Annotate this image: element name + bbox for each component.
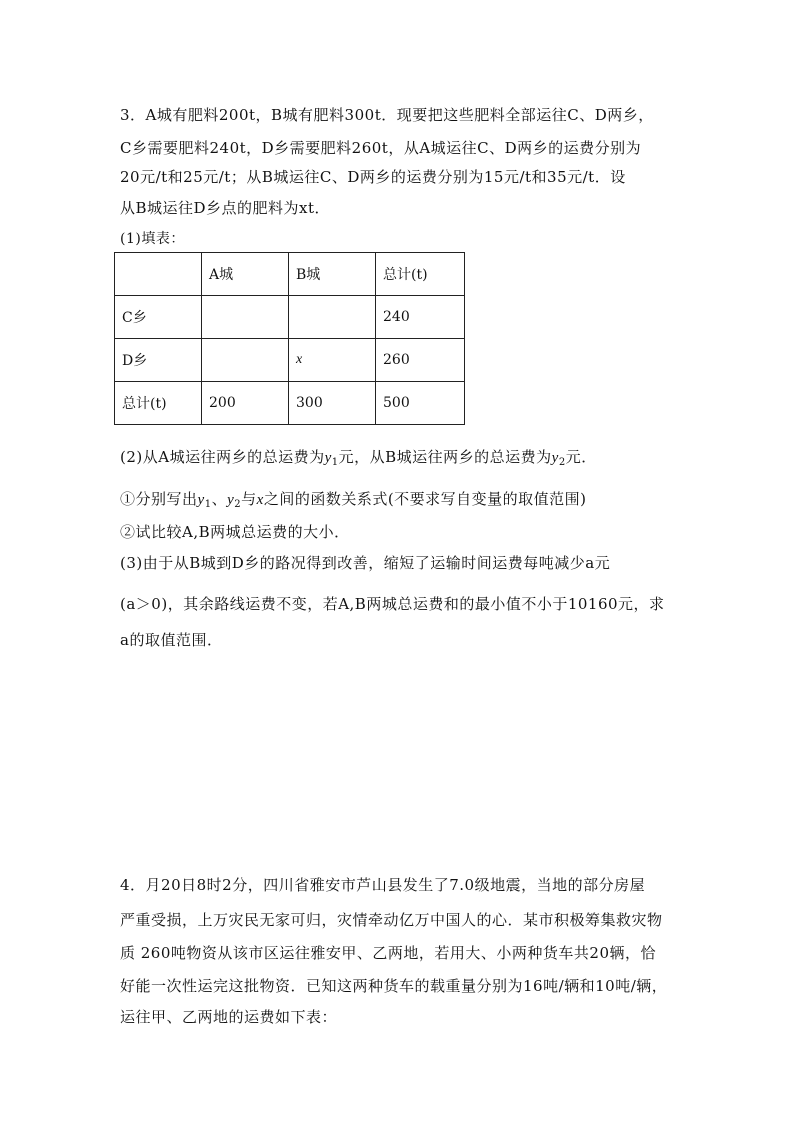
q4-line-1: 4．月20日8时2分，四川省雅安市芦山县发生了7.0级地震，当地的部分房屋 xyxy=(120,876,646,894)
table-cell: 260 xyxy=(376,339,465,382)
q3-sub-1 xyxy=(120,488,587,510)
table-cell: 总计(t) xyxy=(376,253,465,296)
table-cell: 240 xyxy=(376,296,465,339)
q3-part-3-line-1: (3)由于从B城到D乡的路况得到改善，缩短了运输时间运费每吨减少a元 xyxy=(120,554,611,572)
q4-line-5: 运往甲、乙两地的运费如下表： xyxy=(120,1008,338,1026)
sub1-text-c: 之间的函数关系式(不要求写自变量的取值范围) xyxy=(263,490,587,508)
q3-line-2: C乡需要肥料240t，D乡需要肥料260t，从A城运往C、D两乡的运费分别为 xyxy=(120,139,642,157)
table-row xyxy=(115,382,465,425)
table-row xyxy=(115,296,465,339)
table-cell: D乡 xyxy=(115,339,202,382)
table-cell: 300 xyxy=(289,382,376,425)
q3-part-1: (1)填表： xyxy=(120,231,185,247)
table-cell: 总计(t) xyxy=(115,382,202,425)
q3-part-2 xyxy=(120,446,597,468)
table-row xyxy=(115,339,465,382)
table-cell: 200 xyxy=(202,382,289,425)
q4-line-4: 好能一次性运完这批物资．已知这两种货车的载重量分别为16吨/辆和10吨/辆， xyxy=(120,977,668,995)
sub1-y2-symbol: y xyxy=(227,492,235,508)
part2-text-b: 元，从B城运往两乡的总运费为 xyxy=(338,448,552,466)
q3-sub-2: ②试比较A,B两城总运费的大小． xyxy=(120,523,350,541)
table-cell: 500 xyxy=(376,382,465,425)
table-cell xyxy=(289,296,376,339)
sub1-x-symbol: x xyxy=(256,492,264,508)
q4-line-3: 质 260吨物资从该市区运往雅安甲、乙两地，若用大、小两种货车共20辆，恰 xyxy=(120,944,656,962)
q3-line-4: 从B城运往D乡点的肥料为xt． xyxy=(120,199,331,217)
table-cell: C乡 xyxy=(115,296,202,339)
y1-subscript: 1 xyxy=(331,457,339,468)
table-header-row xyxy=(115,253,465,296)
q3-line-1: 3．A城有肥料200t，B城有肥料300t．现要把这些肥料全部运往C、D两乡， xyxy=(120,106,654,124)
sub1-y1-symbol: y xyxy=(197,492,205,508)
table-cell: B城 xyxy=(289,253,376,296)
table-cell xyxy=(202,296,289,339)
sub1-y2-subscript: 2 xyxy=(234,499,242,510)
table-cell: x xyxy=(289,339,376,382)
sub1-text-b: 与 xyxy=(241,490,257,508)
y2-symbol: y xyxy=(551,450,559,466)
q3-part-3-line-3: a的取值范围． xyxy=(120,631,223,649)
sub1-y1-subscript: 1 xyxy=(204,499,212,510)
q3-line-3: 20元/t和25元/t；从B城运往C、D两乡的运费分别为15元/t和35元/t．设 xyxy=(120,168,626,186)
fill-in-table xyxy=(114,252,465,425)
y2-subscript: 2 xyxy=(558,457,566,468)
sub1-text-a: ①分别写出 xyxy=(120,490,198,508)
q4-line-2: 严重受损，上万灾民无家可归，灾情牵动亿万中国人的心．某市积极筹集救灾物 xyxy=(120,911,663,929)
part2-text-c: 元． xyxy=(565,448,597,466)
table-cell xyxy=(115,253,202,296)
sub1-separator: 、 xyxy=(211,490,228,508)
q3-part-3-line-2: (a＞0)，其余路线运费不变，若A,B两城总运费和的最小值不小于10160元，求 xyxy=(120,595,665,613)
table-cell xyxy=(202,339,289,382)
table-cell: A城 xyxy=(202,253,289,296)
y1-symbol: y xyxy=(324,450,332,466)
part2-text-a: (2)从A城运往两乡的总运费为 xyxy=(120,448,325,466)
